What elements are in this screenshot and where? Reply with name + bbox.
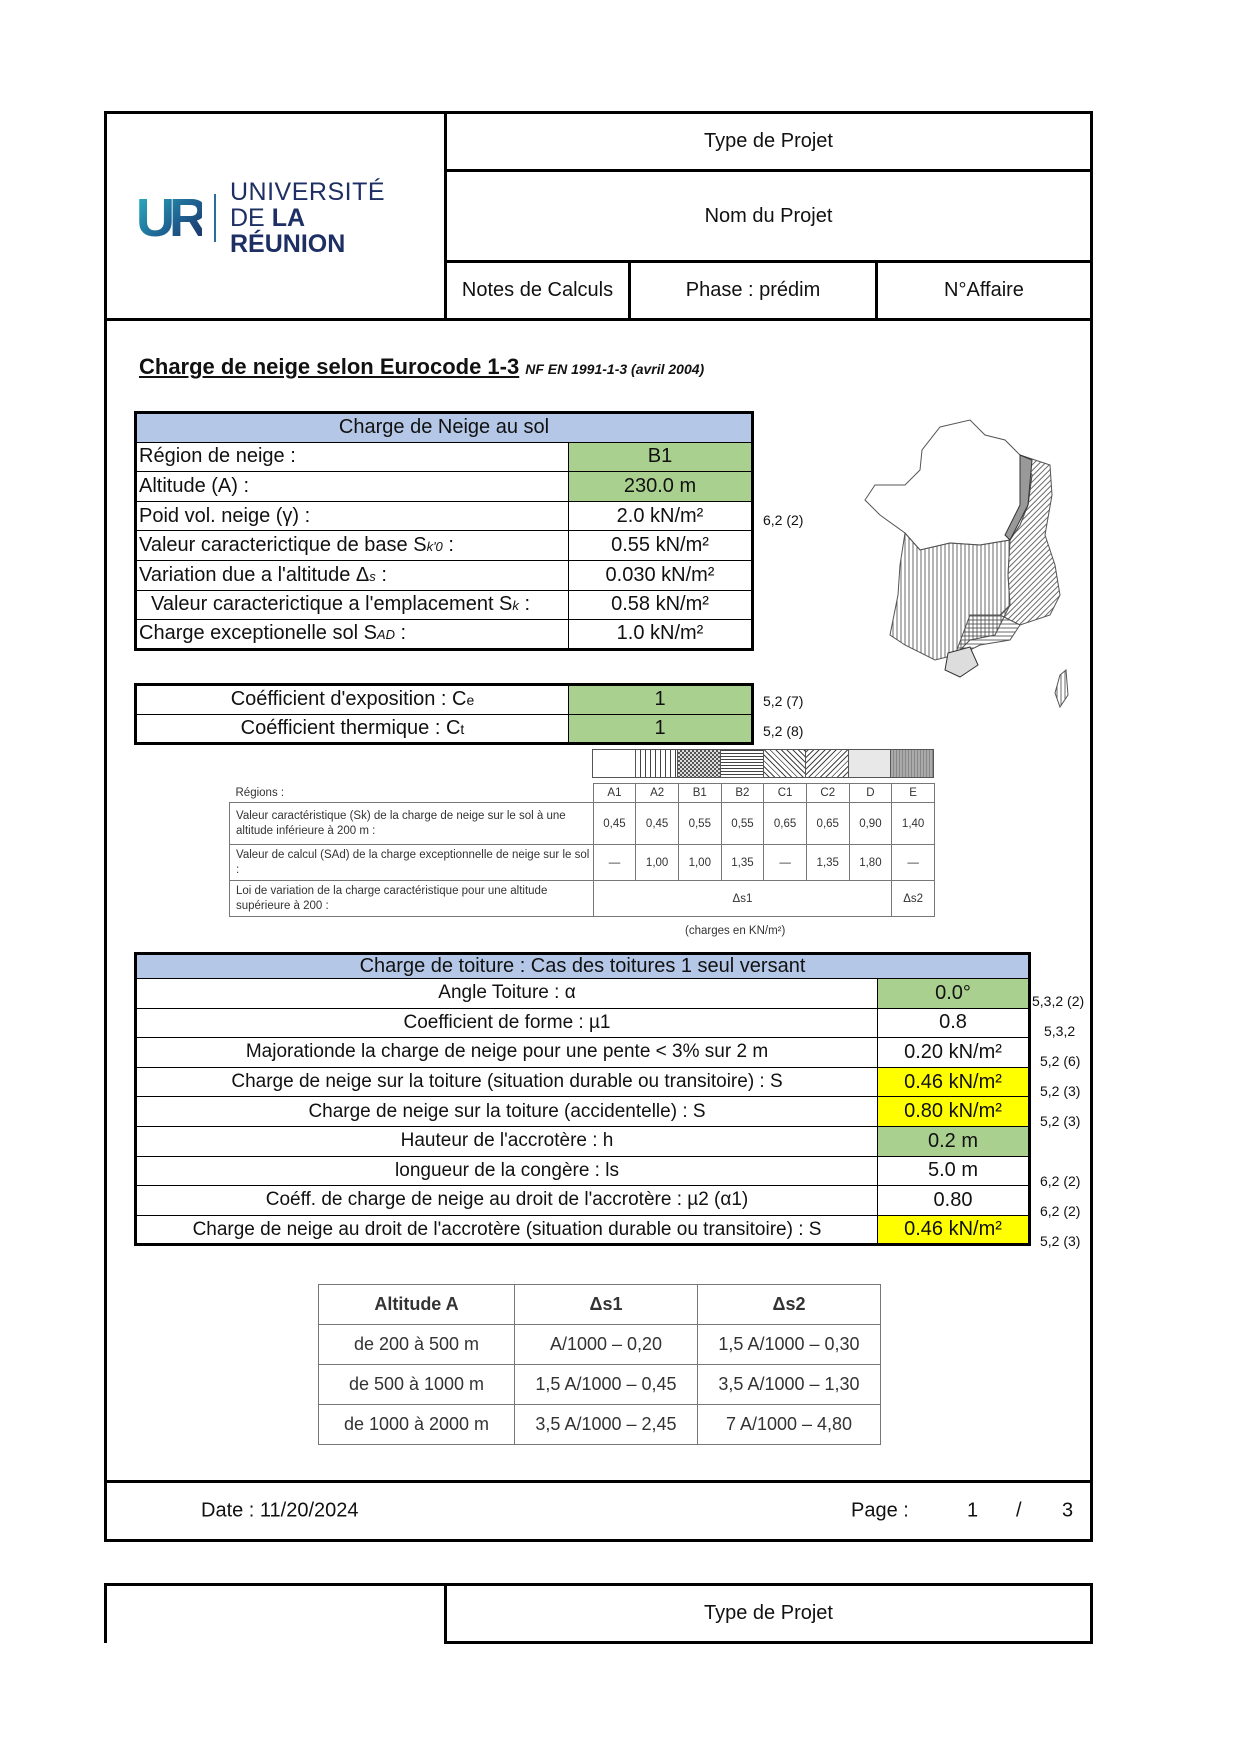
row-label: Coéff. de charge de neige au droit de l'accrotère : µ2 (α1) bbox=[136, 1186, 878, 1216]
row-value: 0.20 kN/m² bbox=[878, 1038, 1030, 1068]
label-text: Variation due a l'altitude Δ bbox=[139, 563, 370, 586]
pattern-b2 bbox=[721, 750, 764, 777]
table-row bbox=[136, 1038, 1030, 1068]
table-row bbox=[136, 685, 753, 715]
snow-region-input[interactable]: B1 bbox=[569, 442, 753, 472]
row-value: 0.58 kN/m² bbox=[569, 590, 753, 620]
label-subscript: k bbox=[512, 598, 519, 614]
row-label: Majorationde la charge de neige pour une pente < 3% sur 2 m bbox=[136, 1038, 878, 1068]
sk-value: 0,55 bbox=[678, 803, 721, 845]
cell: A/1000 – 0,20 bbox=[515, 1325, 698, 1365]
column-header: Δs2 bbox=[698, 1285, 881, 1325]
region-name: B2 bbox=[721, 784, 764, 803]
ground-load-table bbox=[134, 411, 754, 651]
sad-label: Valeur de calcul (SAd) de la charge exceptionnelle de neige sur le sol : bbox=[230, 845, 594, 881]
logo-line2-prefix: DE bbox=[230, 203, 272, 232]
table-row bbox=[230, 881, 935, 917]
region-name: C2 bbox=[806, 784, 849, 803]
sad-value: 1,35 bbox=[806, 845, 849, 881]
clause-reference: 5,3,2 bbox=[1044, 1023, 1076, 1039]
table-row bbox=[136, 1097, 1030, 1127]
france-snow-map bbox=[860, 415, 1080, 715]
cell: de 1000 à 2000 m bbox=[319, 1405, 515, 1445]
page-title bbox=[139, 354, 704, 380]
row-label: Altitude (A) : bbox=[136, 472, 569, 502]
result-value: 0.46 kN/m² bbox=[878, 1067, 1030, 1097]
title-main: Charge de neige selon Eurocode 1-3 bbox=[139, 354, 520, 379]
table-row bbox=[230, 784, 935, 803]
region-name: A2 bbox=[636, 784, 679, 803]
table-row bbox=[230, 845, 935, 881]
exposure-coefficient-input[interactable]: 1 bbox=[569, 685, 753, 715]
table-row bbox=[136, 1008, 1030, 1038]
clause-reference: 6,2 (2) bbox=[763, 512, 804, 528]
row-value: 5.0 m bbox=[878, 1156, 1030, 1186]
law-ds2: Δs2 bbox=[892, 881, 935, 917]
regions-table bbox=[229, 783, 935, 917]
clause-reference: 5,2 (3) bbox=[1040, 1233, 1081, 1249]
sad-value: 1,80 bbox=[849, 845, 892, 881]
table-row bbox=[136, 979, 1030, 1009]
sk-value: 1,40 bbox=[892, 803, 935, 845]
next-page-logo-cell bbox=[104, 1583, 446, 1643]
law-label: Loi de variation de la charge caractéristique pour une altitude supérieure à 200 : bbox=[230, 881, 594, 917]
label-subscript: k'0 bbox=[426, 539, 443, 555]
label-subscript: t bbox=[460, 720, 465, 737]
sad-value: — bbox=[892, 845, 935, 881]
sad-value: — bbox=[593, 845, 636, 881]
university-logo bbox=[136, 177, 426, 259]
table-row bbox=[136, 560, 753, 590]
row-value: 0.8 bbox=[878, 1008, 1030, 1038]
project-name: Nom du Projet bbox=[704, 204, 833, 227]
region-name: D bbox=[849, 784, 892, 803]
table-row bbox=[136, 442, 753, 472]
units-caption: (charges en KN/m²) bbox=[685, 925, 786, 937]
label-suffix: : bbox=[442, 534, 454, 557]
result-value: 0.80 kN/m² bbox=[878, 1097, 1030, 1127]
region-name: E bbox=[892, 784, 935, 803]
regions-reference-table bbox=[229, 749, 935, 939]
logo-line2-bold: LA RÉUNION bbox=[230, 203, 346, 259]
row-label: Charge de neige au droit de l'accrotère (situation durable ou transitoire) : S bbox=[136, 1215, 878, 1245]
table-row bbox=[319, 1325, 881, 1365]
row-label: Hauteur de l'accrotère : h bbox=[136, 1126, 878, 1156]
cell: de 200 à 500 m bbox=[319, 1325, 515, 1365]
doc-kind: Notes de Calculs bbox=[461, 279, 614, 301]
footer-page-total: 3 bbox=[1062, 1499, 1074, 1522]
sk-value: 0,90 bbox=[849, 803, 892, 845]
label-suffix: : bbox=[518, 593, 531, 616]
cell: de 500 à 1000 m bbox=[319, 1365, 515, 1405]
cell: 1,5 A/1000 – 0,45 bbox=[515, 1365, 698, 1405]
row-label: Angle Toiture : α bbox=[136, 979, 878, 1009]
row-label bbox=[136, 590, 569, 620]
footer-page-separator: / bbox=[1016, 1499, 1022, 1522]
clause-reference: 5,2 (8) bbox=[763, 723, 804, 739]
map-corsica bbox=[1055, 670, 1068, 707]
label-text: Charge exceptionelle sol S bbox=[139, 622, 377, 645]
column-header: Δs1 bbox=[515, 1285, 698, 1325]
pattern-e bbox=[891, 750, 933, 777]
table-row bbox=[136, 1156, 1030, 1186]
cell: 7 A/1000 – 4,80 bbox=[698, 1405, 881, 1445]
logo-line2 bbox=[230, 205, 426, 258]
pattern-a1 bbox=[593, 750, 636, 777]
label-text: Valeur caracterictique de base S bbox=[139, 534, 427, 557]
sk-label: Valeur caractéristique (Sk) de la charge de neige sur le sol à une altitude inférieure à 200 m : bbox=[230, 803, 594, 845]
logo-text bbox=[230, 179, 426, 258]
row-value: 1.0 kN/m² bbox=[569, 620, 753, 650]
clause-reference: 6,2 (2) bbox=[1040, 1203, 1081, 1219]
column-header: Altitude A bbox=[319, 1285, 515, 1325]
row-value: 0.80 bbox=[878, 1186, 1030, 1216]
sk-value: 0,65 bbox=[806, 803, 849, 845]
altitude-variation-table bbox=[318, 1284, 881, 1445]
clause-reference: 5,2 (3) bbox=[1040, 1083, 1081, 1099]
table-header-row bbox=[319, 1285, 881, 1325]
result-value: 0.46 kN/m² bbox=[878, 1215, 1030, 1245]
sk-value: 0,65 bbox=[764, 803, 807, 845]
sad-value: 1,00 bbox=[678, 845, 721, 881]
affaire-number: N°Affaire bbox=[944, 279, 1024, 301]
parapet-height-input[interactable]: 0.2 m bbox=[878, 1126, 1030, 1156]
table-row bbox=[319, 1405, 881, 1445]
ground-load-heading: Charge de Neige au sol bbox=[136, 413, 753, 443]
clause-reference: 5,2 (3) bbox=[1040, 1113, 1081, 1129]
cell: 3,5 A/1000 – 2,45 bbox=[515, 1405, 698, 1445]
clause-reference: 6,2 (2) bbox=[1040, 1173, 1081, 1189]
table-row bbox=[136, 1186, 1030, 1216]
regions-header-label: Régions : bbox=[230, 784, 594, 803]
clause-reference: 5,2 (7) bbox=[763, 693, 804, 709]
row-value: 2.0 kN/m² bbox=[569, 501, 753, 531]
table-row bbox=[136, 531, 753, 561]
logo-separator bbox=[214, 194, 216, 242]
region-name: A1 bbox=[593, 784, 636, 803]
row-label bbox=[136, 620, 569, 650]
row-value: 0.030 kN/m² bbox=[569, 560, 753, 590]
cell: 1,5 A/1000 – 0,30 bbox=[698, 1325, 881, 1365]
label-text: Coéfficient d'exposition : C bbox=[230, 688, 467, 711]
region-name: C1 bbox=[764, 784, 807, 803]
footer-date: Date : 11/20/2024 bbox=[201, 1499, 359, 1522]
sk-value: 0,45 bbox=[636, 803, 679, 845]
row-label bbox=[136, 685, 569, 715]
roof-load-table bbox=[134, 952, 1031, 1246]
phase: Phase : prédim bbox=[685, 279, 821, 301]
label-text: Valeur caracterictique a l'emplacement S bbox=[151, 593, 513, 616]
table-row bbox=[136, 501, 753, 531]
table-row bbox=[136, 1126, 1030, 1156]
sk-value: 0,45 bbox=[593, 803, 636, 845]
pattern-b1 bbox=[678, 750, 721, 777]
row-label: Charge de neige sur la toiture (accidentelle) : S bbox=[136, 1097, 878, 1127]
pattern-a2 bbox=[636, 750, 679, 777]
roof-angle-input[interactable]: 0.0° bbox=[878, 979, 1030, 1009]
footer-page-current: 1 bbox=[967, 1499, 979, 1522]
table-row bbox=[136, 620, 753, 650]
sad-value: 1,00 bbox=[636, 845, 679, 881]
logo-mark: UR bbox=[136, 188, 202, 248]
law-ds1: Δs1 bbox=[593, 881, 892, 917]
label-subscript: s bbox=[369, 568, 376, 584]
pattern-d bbox=[849, 750, 892, 777]
coefficients-table bbox=[134, 683, 754, 745]
pattern-c1 bbox=[764, 750, 807, 777]
sad-value: 1,35 bbox=[721, 845, 764, 881]
thermal-coefficient-input[interactable]: 1 bbox=[569, 714, 753, 744]
project-type: Type de Projet bbox=[704, 130, 833, 152]
row-label: longueur de la congère : ls bbox=[136, 1156, 878, 1186]
row-label bbox=[136, 560, 569, 590]
row-label bbox=[136, 714, 569, 744]
label-suffix: : bbox=[394, 622, 407, 645]
table-row bbox=[230, 803, 935, 845]
row-label: Charge de neige sur la toiture (situation durable ou transitoire) : S bbox=[136, 1067, 878, 1097]
label-suffix: : bbox=[375, 563, 387, 586]
table-row bbox=[136, 1215, 1030, 1245]
table-row bbox=[136, 590, 753, 620]
sad-value: — bbox=[764, 845, 807, 881]
table-row bbox=[136, 1067, 1030, 1097]
table-row bbox=[319, 1365, 881, 1405]
label-subscript: AD bbox=[376, 627, 395, 643]
table-row bbox=[136, 714, 753, 744]
title-norm: NF EN 1991-1-3 (avril 2004) bbox=[525, 361, 705, 377]
clause-reference: 5,2 (6) bbox=[1040, 1053, 1081, 1069]
altitude-input[interactable]: 230.0 m bbox=[569, 472, 753, 502]
logo-line1: UNIVERSITÉ bbox=[230, 177, 386, 206]
roof-load-heading: Charge de toiture : Cas des toitures 1 seul versant bbox=[136, 954, 1030, 979]
pattern-c2 bbox=[806, 750, 849, 777]
cell: 3,5 A/1000 – 1,30 bbox=[698, 1365, 881, 1405]
region-pattern-legend bbox=[592, 749, 934, 778]
clause-reference: 5,3,2 (2) bbox=[1032, 993, 1085, 1009]
row-label: Coefficient de forme : µ1 bbox=[136, 1008, 878, 1038]
sk-value: 0,55 bbox=[721, 803, 764, 845]
row-value: 0.55 kN/m² bbox=[569, 531, 753, 561]
region-name: B1 bbox=[678, 784, 721, 803]
row-label bbox=[136, 531, 569, 561]
footer-page-label: Page : bbox=[851, 1499, 909, 1522]
table-row bbox=[136, 472, 753, 502]
row-label: Poid vol. neige (γ) : bbox=[136, 501, 569, 531]
label-subscript: e bbox=[466, 692, 475, 709]
next-page-project-type: Type de Projet bbox=[444, 1583, 1093, 1644]
row-label: Région de neige : bbox=[136, 442, 569, 472]
label-text: Coéfficient thermique : C bbox=[240, 716, 461, 739]
